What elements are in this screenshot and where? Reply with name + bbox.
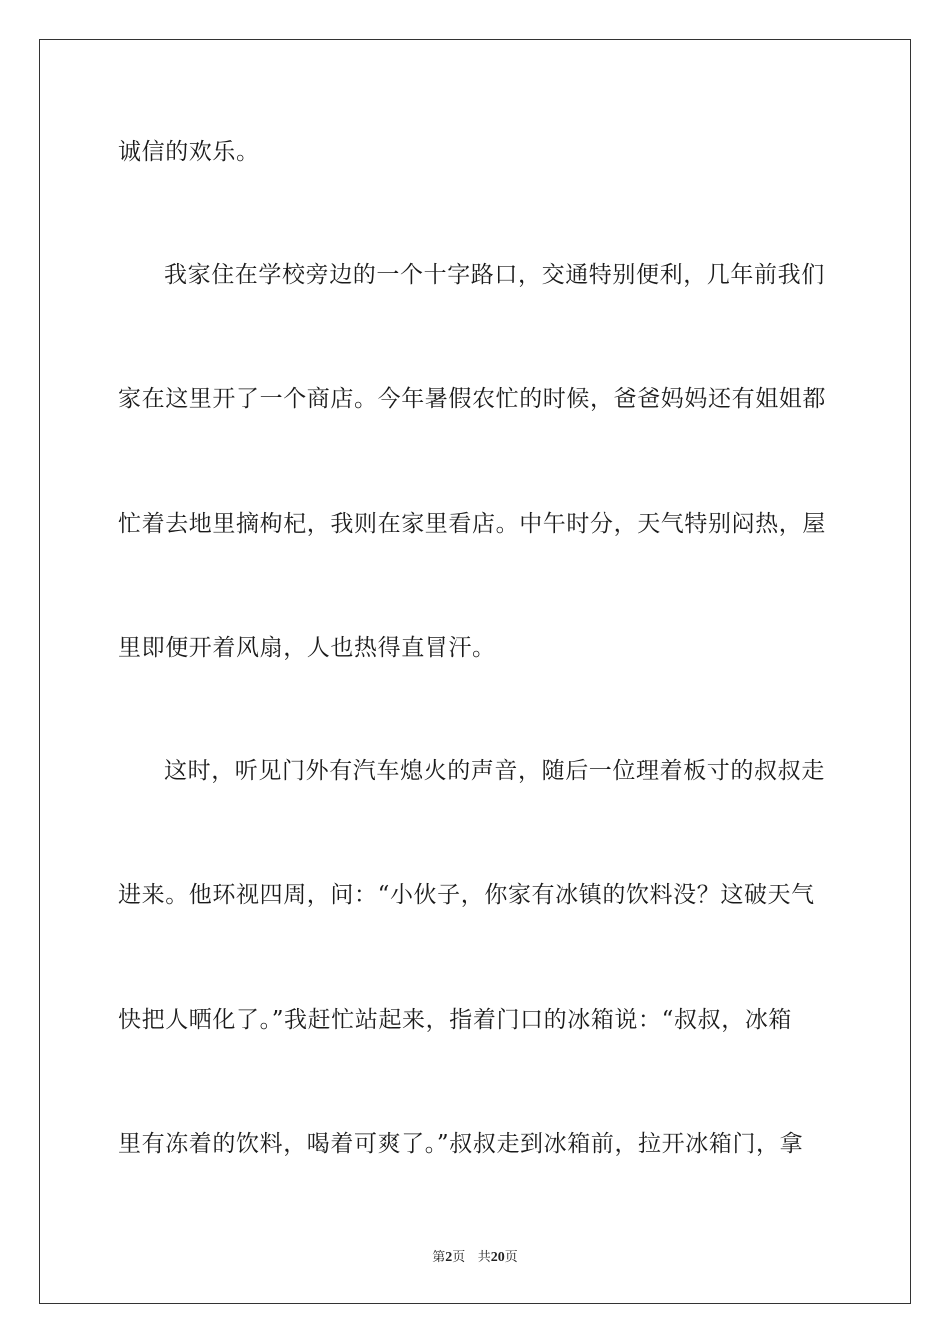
text-line-1: 诚信的欢乐。	[118, 139, 260, 165]
page-footer	[0, 1246, 950, 1266]
paragraph-start-line: 这时，听见门外有汽车熄火的声音，随后一位理着板寸的叔叔走	[164, 758, 825, 784]
text-line: 快把人晒化了。”我赶忙站起来，指着门口的冰箱说：“叔叔，冰箱	[118, 1007, 793, 1033]
paragraph-start-line: 我家住在学校旁边的一个十字路口，交通特别便利，几年前我们	[164, 262, 825, 288]
total-pages: 20	[490, 1250, 505, 1265]
total-suffix: 页	[504, 1250, 518, 1265]
text-line: 里有冻着的饮料，喝着可爽了。”叔叔走到冰箱前，拉开冰箱门，拿	[118, 1131, 804, 1157]
total-prefix: 共	[477, 1250, 491, 1265]
text-line: 忙着去地里摘枸杞，我则在家里看店。中午时分，天气特别闷热，屋	[118, 511, 826, 537]
page-border	[39, 39, 911, 1304]
page-number: 2	[445, 1250, 453, 1265]
text-line: 家在这里开了一个商店。今年暑假农忙的时候，爸爸妈妈还有姐姐都	[118, 386, 826, 412]
page-suffix: 页	[452, 1250, 466, 1265]
text-line: 进来。他环视四周，问：“小伙子，你家有冰镇的饮料没？这破天气	[118, 882, 815, 908]
page-prefix: 第	[432, 1250, 446, 1265]
text-line: 里即便开着风扇，人也热得直冒汗。	[118, 635, 496, 661]
